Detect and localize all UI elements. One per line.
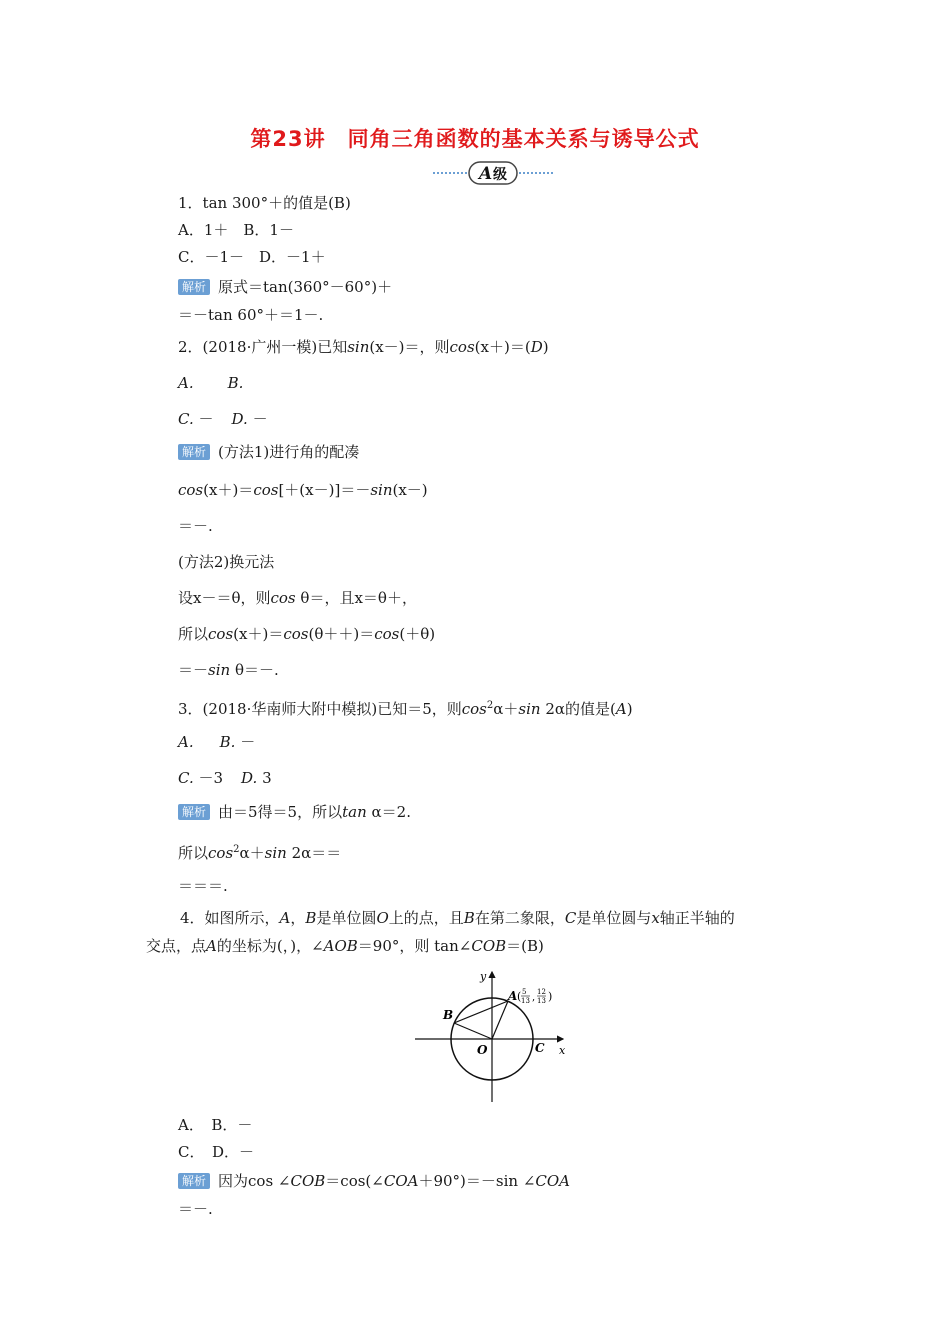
q3-stem: 3．(2018·华南师大附中模拟)已知＝5，则$\cos^2\alpha+\sin$ 2α的值是(A) [178,700,633,718]
analysis-tag: 解析 [178,444,210,460]
point-b-label: B [443,1008,454,1022]
q2-line3: 设x－＝θ，则cos θ＝，且x＝θ＋， [178,589,417,607]
q4-options-ab: A． B．－ [178,1116,253,1134]
q3-options-ab: A. B. － [178,733,256,751]
svg-text:12: 12 [537,988,546,996]
q4-solution-line2: ＝－. [178,1200,213,1218]
page-title: 第23讲 同角三角函数的基本关系与诱导公式 [250,127,700,151]
x-axis-label: x [559,1044,566,1057]
q4-stem-line1: 4．如图所示，A，B是单位圆O上的点，且B在第二象限，C是单位圆与x轴正半轴的 [180,909,735,927]
svg-text:5: 5 [522,988,527,996]
q2-options-cd: C. － D. － [178,410,268,428]
q1-stem: 1．tan 300°＋的值是(B) [178,194,351,212]
level-char: 级 [493,167,507,183]
q1-options-ab: A．1＋ B．1－ [178,221,294,239]
q2-line1: cos(x＋)＝cos[＋(x－)]＝－sin(x－) [178,481,428,499]
svg-text:): ) [548,990,553,1003]
analysis-tag: 解析 [178,279,210,295]
svg-text:13: 13 [537,997,546,1005]
svg-text:,: , [532,992,536,1003]
q2-method2: (方法2)换元法 [178,553,275,571]
q4-options-cd: C． D．－ [178,1143,255,1161]
q1-options-cd: C．－1－ D．－1＋ [178,248,326,266]
analysis-tag: 解析 [178,804,210,820]
point-a-label: A [508,989,518,1003]
q2-line2: ＝－. [178,517,213,535]
q4-solution-line1: 解析 因为cos ∠COB＝cos(∠COA＋90°)＝－sin ∠COA [178,1171,570,1191]
q3-solution-line1: 解析 由＝5得＝5，所以tan α＝2. [178,802,411,822]
unit-circle-figure [413,966,573,1104]
q3-solution-line2: 所以$\cos^2\alpha+\sin$ 2α＝＝ [178,844,342,862]
q1-solution-line2: ＝－tan 60°＋＝1－. [178,306,324,324]
svg-text:13: 13 [521,997,530,1005]
q2-stem: 2．(2018·广州一模)已知sin(x－)＝，则cos(x＋)＝(D) [178,338,549,356]
q3-options-cd: C. －3 D. 3 [178,769,272,787]
q4-stem-line2: 交点，点A的坐标为(，)，∠AOB＝90°，则 tan∠COB＝(B) [146,937,544,955]
q2-options-ab: A. B. [178,374,244,392]
svg-text:(: ( [517,990,522,1003]
q2-method1: 解析 (方法1)进行角的配凑 [178,442,359,462]
segment-ob [454,1023,492,1039]
point-c-label: C [535,1041,545,1055]
q3-solution-line3: ＝＝＝. [178,877,228,895]
level-letter: A [479,164,493,184]
origin-label: O [477,1043,488,1057]
q2-line5: ＝－sin θ＝－. [178,661,279,679]
analysis-tag: 解析 [178,1173,210,1189]
q1-solution-line1: 解析 原式＝tan(360°－60°)＋ [178,277,392,297]
level-a-badge [433,160,553,186]
y-axis-label: y [480,970,487,983]
q2-line4: 所以cos(x＋)＝cos(θ＋＋)＝cos(＋θ) [178,625,436,643]
